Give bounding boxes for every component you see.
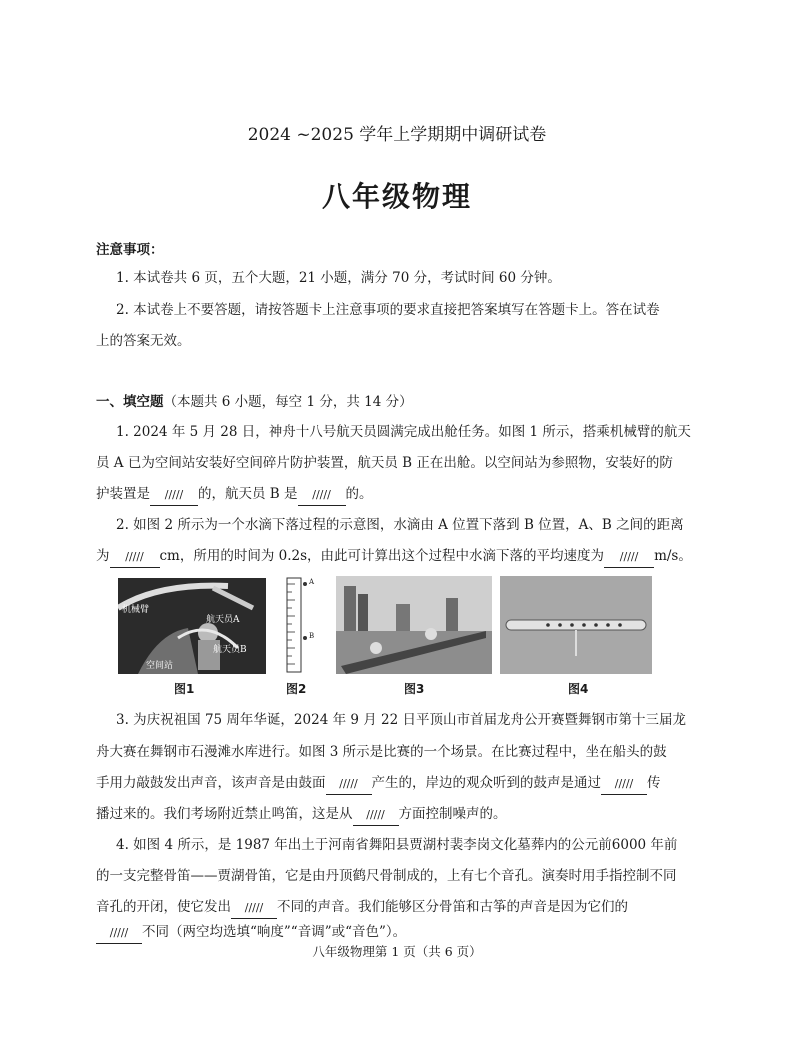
q2-blank-2: /////: [604, 547, 654, 568]
figure-2-ruler: [284, 576, 318, 674]
q1-text-c: 的。: [345, 486, 373, 502]
page-footer: 八年级物理第 1 页（共 6 页）: [312, 944, 482, 959]
q1-blank-2: /////: [298, 485, 346, 506]
q1-text-b: 的，航天员 B 是: [198, 486, 298, 502]
exam-title: 2024 ~2025 学年上学期期中调研试卷: [247, 125, 547, 145]
figure-1-label-arm: 机械臂: [122, 605, 150, 615]
figure-2-caption: 图2: [286, 682, 307, 696]
figure-4-caption: 图4: [568, 682, 589, 696]
figure-3-illustration: [336, 576, 492, 674]
section-1-heading: [96, 392, 706, 412]
q3-text-a: 手用力敲鼓发出声音，该声音是由鼓面: [96, 775, 326, 791]
q1-line-2: 员 A 已为空间站安装好空间碎片防护装置，航天员 B 正在出舱。以空间站为参照物，安装好的防: [96, 455, 673, 471]
q1-text-a: 护装置是: [96, 486, 150, 502]
section-1-note: （本题共 6 小题，每空 1 分，共 14 分）: [163, 394, 413, 410]
q1-line-1: 1. 2024 年 5 月 28 日，神舟十八号航天员圆满完成出舱任务。如图 1 所示，搭乘机械臂的航天: [116, 424, 691, 440]
figure-1-label-station: 空间站: [146, 661, 174, 671]
q3-text-e: 方面控制噪声的。: [398, 806, 507, 822]
q1-blank-1: /////: [150, 485, 198, 506]
q1-line-3: [96, 484, 706, 506]
figure-3-caption: 图3: [404, 682, 425, 696]
q2-line-2: [96, 546, 706, 568]
q3-line-2: 舟大赛在舞钢市石漫滩水库进行。如图 3 所示是比赛的一个场景。在比赛过程中，坐在船头的鼓: [96, 744, 667, 760]
figure-2-label-b: B: [309, 632, 315, 640]
q3-text-d: 播过来的。我们考场附近禁止鸣笛，这是从: [96, 806, 353, 822]
q3-line-4: [96, 804, 706, 826]
figure-1-caption: 图1: [174, 682, 195, 696]
q3-blank-2: /////: [601, 774, 647, 795]
section-1-title: 一、填空题: [96, 394, 164, 410]
q2-text-c: m/s。: [654, 548, 692, 564]
q3-line-1: 3. 为庆祝祖国 75 周年华诞，2024 年 9 月 22 日平顶山市首届龙舟公开赛暨舞钢市第十三届龙: [116, 712, 687, 728]
q3-line-3: [96, 773, 706, 795]
notice-item-2-line-1: 2. 本试卷上不要答题，请按答题卡上注意事项的要求直接把答案填写在答题卡上。答在试卷: [116, 302, 660, 318]
q4-line-4: [96, 922, 706, 944]
q3-text-c: 传: [647, 775, 661, 791]
q4-text-c: 不同（两空均选填“响度”“音调”或“音色”）。: [142, 924, 407, 940]
figure-4-image: [500, 576, 652, 674]
q4-text-b: 不同的声音。我们能够区分骨笛和古筝的声音是因为它们的: [277, 899, 628, 915]
q4-line-2: 的一支完整骨笛——贾湖骨笛，它是由丹顶鹤尺骨制成的，上有七个音孔。演奏时用手指控制不同: [96, 868, 677, 884]
figure-1-illustration: [118, 578, 266, 674]
figure-2-label-a: A: [309, 578, 315, 586]
figure-3-image: [336, 576, 492, 674]
q3-blank-1: /////: [326, 774, 372, 795]
q4-blank-2: /////: [96, 923, 142, 944]
notice-heading: 注意事项：: [96, 242, 164, 258]
figure-1-label-b: 航天员B: [213, 645, 247, 655]
q3-blank-3: /////: [353, 805, 399, 826]
q4-text-a: 音孔的开闭，使它发出: [96, 899, 231, 915]
figure-1-label-a: 航天员A: [206, 615, 240, 625]
q2-line-1: 2. 如图 2 所示为一个水滴下落过程的示意图，水滴由 A 位置下落到 B 位置，A、B 之间的距离: [116, 517, 684, 533]
notice-item-1: 1. 本试卷共 6 页，五个大题，21 小题，满分 70 分，考试时间 60 分钟。: [116, 270, 561, 286]
q4-blank-1: /////: [231, 898, 277, 919]
q4-line-3: [96, 897, 706, 919]
figure-2-image: [284, 576, 318, 674]
subject-title: 八年级物理: [321, 180, 472, 213]
q2-blank-1: /////: [110, 547, 160, 568]
figure-1-image: [118, 578, 266, 674]
figure-4-bone-flute: [500, 576, 652, 674]
q3-text-b: 产生的，岸边的观众听到的鼓声是通过: [371, 775, 601, 791]
q2-text-b: cm，所用的时间为 0.2s，由此可计算出这个过程中水滴下落的平均速度为: [159, 548, 605, 564]
notice-item-2-line-2: 上的答案无效。: [96, 333, 191, 349]
q2-text-a: 为: [96, 548, 110, 564]
q4-line-1: 4. 如图 4 所示，是 1987 年出土于河南省舞阳县贾湖村裴李岗文化墓葬内的公元前6000 年前: [116, 837, 678, 853]
